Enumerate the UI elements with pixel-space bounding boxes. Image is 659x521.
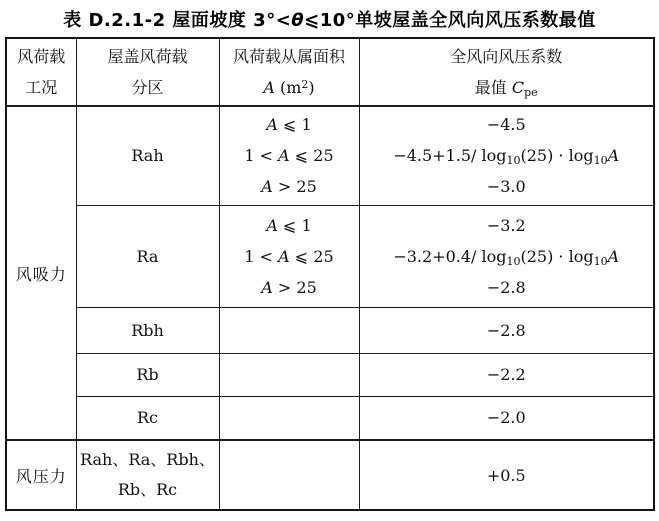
area-condition: 1 < A ⩽ 25 (244, 246, 334, 266)
zone-list-line2: Rb、Rc (117, 480, 178, 499)
header-area-line1: 风荷载从属面积 (232, 47, 345, 66)
wind-pressure-coefficient-table (5, 37, 655, 511)
load-case-cell-suction: 风吸力 (6, 106, 76, 440)
area-cell-pressure (219, 440, 359, 510)
coefficient-formula: −3.2+0.4/ $\log_{10}(25) \cdot \log_{10}A$ (393, 246, 620, 268)
area-condition: A ⩽ 1 (266, 115, 312, 135)
value-cell-ra (359, 205, 654, 307)
coefficient-value: −4.5 (486, 115, 526, 135)
zone-cell-rah: Rah (76, 106, 219, 205)
header-zone-line1: 屋盖风荷载 (107, 47, 188, 66)
zone-cell-rb: Rb (76, 353, 219, 396)
header-zone-line2: 分区 (131, 78, 164, 97)
area-condition: A > 25 (261, 277, 317, 297)
header-area-line2: A $(m^2)$ (263, 78, 315, 97)
value-cell-rb (359, 353, 654, 396)
area-condition: A > 25 (261, 177, 317, 197)
header-coef-line1: 全风向风压系数 (450, 47, 563, 66)
coefficient-value: −2.8 (486, 320, 526, 340)
table-title: 表 D.2.1-2 屋面坡度 3°<θ⩽10°单坡屋盖全风向风压系数最值 (63, 10, 596, 31)
table-row-ra (6, 205, 654, 307)
header-cell-tributary-area (219, 38, 359, 106)
area-cell-ra (219, 205, 359, 307)
zone-cell-ra: Ra (76, 205, 219, 307)
zone-list-line1: Rah、Ra、Rbh、 (80, 450, 215, 469)
header-cell-zone (76, 38, 219, 106)
coefficient-value: −2.2 (486, 365, 526, 384)
coefficient-value: −3.0 (486, 177, 526, 197)
table-row-rb (6, 353, 654, 396)
table-row-rc (6, 396, 654, 440)
value-cell-rbh (359, 307, 654, 353)
load-case-cell-pressure: 风压力 (6, 440, 76, 510)
area-cell-rbh (219, 307, 359, 353)
header-coef-line2: 最值 $C_{pe}$ (474, 78, 538, 99)
area-condition: A ⩽ 1 (266, 215, 312, 235)
coefficient-formula: −4.5+1.5/ $\log_{10}(25) \cdot \log_{10}A$ (393, 146, 620, 168)
zone-cell-pressure (76, 440, 219, 510)
area-condition: 1 < A ⩽ 25 (244, 146, 334, 166)
area-cell-rah (219, 106, 359, 205)
zone-cell-rc: Rc (76, 396, 219, 440)
area-cell-rb (219, 353, 359, 396)
header-cell-load-case (6, 38, 76, 106)
zone-cell-rbh: Rbh (76, 307, 219, 353)
value-cell-rc (359, 396, 654, 440)
header-load-case-line2: 工况 (25, 78, 58, 97)
table-row-pressure (6, 440, 654, 510)
header-load-case-line1: 风荷载 (17, 47, 66, 66)
area-cell-rc (219, 396, 359, 440)
header-cell-coefficient (359, 38, 654, 106)
value-cell-pressure: +0.5 (359, 440, 654, 510)
value-cell-rah (359, 106, 654, 205)
table-row-rbh (6, 307, 654, 353)
coefficient-value: −2.8 (486, 277, 526, 297)
header-row (6, 38, 654, 106)
table-row-rah (6, 106, 654, 205)
coefficient-value: −2.0 (486, 408, 526, 428)
coefficient-value: −3.2 (486, 215, 526, 235)
